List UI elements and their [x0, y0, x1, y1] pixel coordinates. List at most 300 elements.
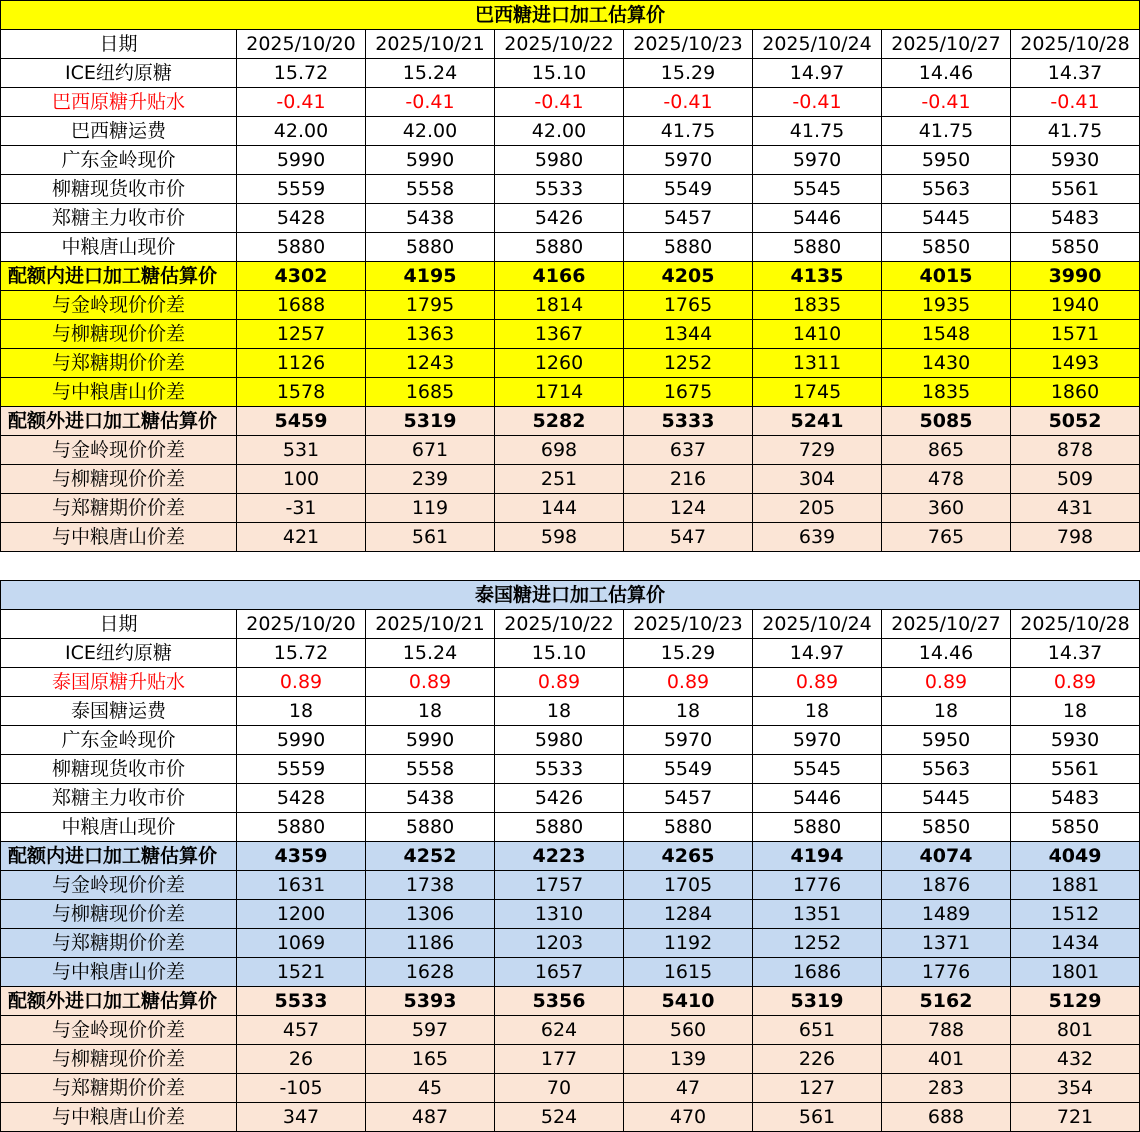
table-cell: 47 [624, 1074, 753, 1103]
table-cell: 765 [882, 523, 1011, 552]
table-cell: 205 [753, 494, 882, 523]
row-label: 泰国原糖升贴水 [1, 668, 237, 697]
table-cell: 1835 [753, 291, 882, 320]
table-cell: 721 [1011, 1103, 1140, 1132]
table-cell: 4359 [237, 842, 366, 871]
table-cell: 144 [495, 494, 624, 523]
table-cell: 1192 [624, 929, 753, 958]
table-cell: 1657 [495, 958, 624, 987]
table-cell: 42.00 [237, 117, 366, 146]
table-cell: 15.10 [495, 59, 624, 88]
table-cell: 1628 [366, 958, 495, 987]
table-cell: 1548 [882, 320, 1011, 349]
table-cell: 509 [1011, 465, 1140, 494]
table-cell: 5533 [495, 755, 624, 784]
row-label: 日期 [1, 610, 237, 639]
table-cell: 5990 [237, 146, 366, 175]
table-cell: 15.24 [366, 639, 495, 668]
table-cell: 3990 [1011, 262, 1140, 291]
table-cell: 2025/10/28 [1011, 610, 1140, 639]
table-cell: 5880 [624, 233, 753, 262]
table-cell: 2025/10/20 [237, 610, 366, 639]
table-cell: 5445 [882, 784, 1011, 813]
table-cell: 5446 [753, 204, 882, 233]
table-cell: 1186 [366, 929, 495, 958]
table-cell: 18 [495, 697, 624, 726]
table-cell: 5483 [1011, 784, 1140, 813]
table-cell: 1757 [495, 871, 624, 900]
table-cell: 14.46 [882, 59, 1011, 88]
table-cell: 5457 [624, 204, 753, 233]
table-row [1, 900, 1140, 929]
table-cell: 14.97 [753, 59, 882, 88]
row-label: 郑糖主力收市价 [1, 784, 237, 813]
table-cell: 698 [495, 436, 624, 465]
table-cell: 688 [882, 1103, 1011, 1132]
table-cell: 4166 [495, 262, 624, 291]
table-cell: 1489 [882, 900, 1011, 929]
table-cell: 561 [753, 1103, 882, 1132]
table-cell: 1351 [753, 900, 882, 929]
table-cell: 5563 [882, 175, 1011, 204]
table-cell: 15.24 [366, 59, 495, 88]
table-cell: 5990 [237, 726, 366, 755]
row-label: 配额外进口加工糖估算价 [1, 407, 237, 436]
table-cell: 5533 [495, 175, 624, 204]
table-cell: 239 [366, 465, 495, 494]
table-cell: 1430 [882, 349, 1011, 378]
table-cell: 5438 [366, 204, 495, 233]
table-cell: 5970 [624, 726, 753, 755]
table-cell: 41.75 [624, 117, 753, 146]
table-cell: 5880 [495, 813, 624, 842]
table-cell: 0.89 [624, 668, 753, 697]
table-cell: 5438 [366, 784, 495, 813]
table-title-row [1, 581, 1140, 610]
table-cell: 1344 [624, 320, 753, 349]
table-cell: 5970 [753, 726, 882, 755]
row-label: 与金岭现价价差 [1, 871, 237, 900]
table-cell: 801 [1011, 1016, 1140, 1045]
row-label: 日期 [1, 30, 237, 59]
table-cell: 5950 [882, 146, 1011, 175]
table-cell: 251 [495, 465, 624, 494]
row-label: 巴西糖运费 [1, 117, 237, 146]
table-cell: 1069 [237, 929, 366, 958]
table-cell: 5930 [1011, 146, 1140, 175]
table-cell: 2025/10/24 [753, 610, 882, 639]
table-cell: 1493 [1011, 349, 1140, 378]
table-cell: 639 [753, 523, 882, 552]
table-cell: 15.72 [237, 59, 366, 88]
table-cell: 1306 [366, 900, 495, 929]
table-cell: 4223 [495, 842, 624, 871]
table-cell: 5558 [366, 755, 495, 784]
table-cell: 2025/10/20 [237, 30, 366, 59]
table-row [1, 668, 1140, 697]
table-cell: 2025/10/23 [624, 610, 753, 639]
table-row [1, 378, 1140, 407]
table-row [1, 1074, 1140, 1103]
table-cell: 729 [753, 436, 882, 465]
table-cell: 5930 [1011, 726, 1140, 755]
table-cell: 5428 [237, 784, 366, 813]
table-cell: 1310 [495, 900, 624, 929]
table-cell: 42.00 [495, 117, 624, 146]
table-cell: 4194 [753, 842, 882, 871]
table-cell: 5950 [882, 726, 1011, 755]
row-label: 巴西原糖升贴水 [1, 88, 237, 117]
row-label: ICE纽约原糖 [1, 639, 237, 668]
table-cell: 18 [366, 697, 495, 726]
table-cell: 4302 [237, 262, 366, 291]
table-cell: 4205 [624, 262, 753, 291]
table-cell: 14.37 [1011, 59, 1140, 88]
table-cell: 1738 [366, 871, 495, 900]
row-label: 与郑糖期价价差 [1, 494, 237, 523]
table-cell: 1521 [237, 958, 366, 987]
table-cell: 177 [495, 1045, 624, 1074]
table-cell: 283 [882, 1074, 1011, 1103]
table-cell: 624 [495, 1016, 624, 1045]
table-cell: -0.41 [366, 88, 495, 117]
table-row [1, 523, 1140, 552]
table-cell: 70 [495, 1074, 624, 1103]
table-row [1, 320, 1140, 349]
table-cell: 124 [624, 494, 753, 523]
table-cell: 1200 [237, 900, 366, 929]
table-cell: 1410 [753, 320, 882, 349]
row-label: 泰国糖运费 [1, 697, 237, 726]
table-cell: 5880 [366, 813, 495, 842]
table-cell: 5446 [753, 784, 882, 813]
table-cell: 4135 [753, 262, 882, 291]
table-cell: 1940 [1011, 291, 1140, 320]
table-cell: 4195 [366, 262, 495, 291]
table-cell: 1714 [495, 378, 624, 407]
table-cell: 2025/10/21 [366, 610, 495, 639]
row-label: 与中粮唐山价差 [1, 378, 237, 407]
table-cell: 45 [366, 1074, 495, 1103]
table-cell: 0.89 [237, 668, 366, 697]
table-cell: 1512 [1011, 900, 1140, 929]
table-cell: 354 [1011, 1074, 1140, 1103]
table-row [1, 291, 1140, 320]
table-cell: 14.46 [882, 639, 1011, 668]
table-cell: 15.10 [495, 639, 624, 668]
table-cell: 5850 [1011, 813, 1140, 842]
table-cell: 5970 [624, 146, 753, 175]
table-row [1, 813, 1140, 842]
row-label: 配额外进口加工糖估算价 [1, 987, 237, 1016]
table-cell: 41.75 [753, 117, 882, 146]
table-cell: 560 [624, 1016, 753, 1045]
table-cell: 5880 [366, 233, 495, 262]
table-row [1, 1103, 1140, 1132]
table-cell: 1363 [366, 320, 495, 349]
row-label: 与中粮唐山价差 [1, 1103, 237, 1132]
table-cell: 18 [624, 697, 753, 726]
table-cell: 15.72 [237, 639, 366, 668]
table-row [1, 871, 1140, 900]
table-cell: 5980 [495, 726, 624, 755]
table-cell: 165 [366, 1045, 495, 1074]
table-row [1, 929, 1140, 958]
table-cell: 5356 [495, 987, 624, 1016]
table-cell: 1367 [495, 320, 624, 349]
table-cell: 432 [1011, 1045, 1140, 1074]
table-cell: 18 [753, 697, 882, 726]
table-cell: 1631 [237, 871, 366, 900]
table-cell: 5561 [1011, 755, 1140, 784]
table-cell: 531 [237, 436, 366, 465]
table-cell: 5428 [237, 204, 366, 233]
table-gap [0, 551, 1139, 580]
table-cell: 4074 [882, 842, 1011, 871]
table-cell: 0.89 [753, 668, 882, 697]
table-row [1, 784, 1140, 813]
row-label: 配额内进口加工糖估算价 [1, 262, 237, 291]
table-title-row [1, 1, 1140, 30]
table-cell: 2025/10/22 [495, 610, 624, 639]
table-cell: 304 [753, 465, 882, 494]
table-cell: 5533 [237, 987, 366, 1016]
row-label: 中粮唐山现价 [1, 813, 237, 842]
table-cell: 216 [624, 465, 753, 494]
table-cell: 1284 [624, 900, 753, 929]
table-row [1, 465, 1140, 494]
table-row [1, 117, 1140, 146]
table-cell: 5459 [237, 407, 366, 436]
table-cell: 15.29 [624, 639, 753, 668]
row-label: 柳糖现货收市价 [1, 175, 237, 204]
table-cell: 1814 [495, 291, 624, 320]
table-cell: 1126 [237, 349, 366, 378]
table-cell: 1311 [753, 349, 882, 378]
table-cell: 1795 [366, 291, 495, 320]
table-cell: 5426 [495, 204, 624, 233]
table-cell: 1881 [1011, 871, 1140, 900]
table-cell: 347 [237, 1103, 366, 1132]
table-cell: 5990 [366, 726, 495, 755]
table-cell: 0.89 [495, 668, 624, 697]
table-cell: 5850 [1011, 233, 1140, 262]
table-row [1, 755, 1140, 784]
table-row [1, 1045, 1140, 1074]
table-cell: 671 [366, 436, 495, 465]
table-cell: 5410 [624, 987, 753, 1016]
row-label: 郑糖主力收市价 [1, 204, 237, 233]
table-cell: 5282 [495, 407, 624, 436]
table-row [1, 494, 1140, 523]
table-row [1, 1016, 1140, 1045]
table-cell: 5880 [624, 813, 753, 842]
table-cell: 1257 [237, 320, 366, 349]
table-cell: -0.41 [882, 88, 1011, 117]
table-cell: 1835 [882, 378, 1011, 407]
table-cell: 2025/10/27 [882, 610, 1011, 639]
table-row [1, 407, 1140, 436]
table-cell: 5319 [366, 407, 495, 436]
table-row [1, 88, 1140, 117]
table-cell: 4049 [1011, 842, 1140, 871]
table-cell: 5549 [624, 175, 753, 204]
table-cell: 431 [1011, 494, 1140, 523]
table-cell: 2025/10/28 [1011, 30, 1140, 59]
table-cell: 5162 [882, 987, 1011, 1016]
table-cell: 547 [624, 523, 753, 552]
table-cell: 788 [882, 1016, 1011, 1045]
table-cell: -0.41 [753, 88, 882, 117]
row-label: 与金岭现价价差 [1, 1016, 237, 1045]
table-cell: 5241 [753, 407, 882, 436]
table-cell: 1252 [753, 929, 882, 958]
table-cell: 1705 [624, 871, 753, 900]
table-row [1, 697, 1140, 726]
table-cell: 5052 [1011, 407, 1140, 436]
table-cell: 15.29 [624, 59, 753, 88]
table-cell: 1801 [1011, 958, 1140, 987]
table-cell: 5970 [753, 146, 882, 175]
table-cell: 5483 [1011, 204, 1140, 233]
row-label: 与柳糖现价价差 [1, 320, 237, 349]
table-row [1, 233, 1140, 262]
table-cell: 42.00 [366, 117, 495, 146]
row-label: 广东金岭现价 [1, 146, 237, 175]
table-cell: 0.89 [882, 668, 1011, 697]
brazil-sugar-table [0, 0, 1140, 552]
table-row [1, 610, 1140, 639]
table-cell: 5085 [882, 407, 1011, 436]
thai-sugar-table [0, 580, 1140, 1132]
table-cell: 1688 [237, 291, 366, 320]
table-cell: 4252 [366, 842, 495, 871]
table-cell: 637 [624, 436, 753, 465]
row-label: 与中粮唐山价差 [1, 523, 237, 552]
row-label: 与金岭现价价差 [1, 436, 237, 465]
table-cell: 798 [1011, 523, 1140, 552]
table-cell: 5563 [882, 755, 1011, 784]
row-label: ICE纽约原糖 [1, 59, 237, 88]
table-cell: -0.41 [624, 88, 753, 117]
table-cell: 1371 [882, 929, 1011, 958]
row-label: 与中粮唐山价差 [1, 958, 237, 987]
table-cell: 1935 [882, 291, 1011, 320]
table-row [1, 958, 1140, 987]
table-cell: 5457 [624, 784, 753, 813]
row-label: 中粮唐山现价 [1, 233, 237, 262]
table-cell: 5990 [366, 146, 495, 175]
table-title: 泰国糖进口加工估算价 [1, 581, 1140, 610]
table-cell: 5850 [882, 813, 1011, 842]
table-row [1, 436, 1140, 465]
table-cell: -0.41 [237, 88, 366, 117]
row-label: 与郑糖期价价差 [1, 1074, 237, 1103]
table-cell: 2025/10/27 [882, 30, 1011, 59]
table-cell: 421 [237, 523, 366, 552]
table-cell: 597 [366, 1016, 495, 1045]
row-label: 与郑糖期价价差 [1, 349, 237, 378]
table-cell: 1260 [495, 349, 624, 378]
table-cell: 26 [237, 1045, 366, 1074]
table-title: 巴西糖进口加工估算价 [1, 1, 1140, 30]
table-row [1, 146, 1140, 175]
table-cell: 5561 [1011, 175, 1140, 204]
table-cell: 598 [495, 523, 624, 552]
table-cell: 100 [237, 465, 366, 494]
row-label: 与金岭现价价差 [1, 291, 237, 320]
table-row [1, 349, 1140, 378]
table-cell: 4265 [624, 842, 753, 871]
table-cell: -31 [237, 494, 366, 523]
table-cell: 401 [882, 1045, 1011, 1074]
table-cell: 5880 [495, 233, 624, 262]
table-cell: 5393 [366, 987, 495, 1016]
table-cell: 18 [237, 697, 366, 726]
table-cell: 127 [753, 1074, 882, 1103]
table-cell: 1776 [753, 871, 882, 900]
table-cell: 0.89 [366, 668, 495, 697]
row-label: 与郑糖期价价差 [1, 929, 237, 958]
table-cell: 1243 [366, 349, 495, 378]
table-cell: 5549 [624, 755, 753, 784]
table-cell: 457 [237, 1016, 366, 1045]
table-cell: 1765 [624, 291, 753, 320]
table-cell: 5880 [237, 813, 366, 842]
table-cell: 5880 [753, 233, 882, 262]
table-cell: 0.89 [1011, 668, 1140, 697]
table-cell: 561 [366, 523, 495, 552]
table-cell: 1686 [753, 958, 882, 987]
table-cell: 1252 [624, 349, 753, 378]
table-cell: 5426 [495, 784, 624, 813]
table-cell: 18 [882, 697, 1011, 726]
table-row [1, 175, 1140, 204]
table-row [1, 726, 1140, 755]
table-cell: 1578 [237, 378, 366, 407]
table-cell: 5445 [882, 204, 1011, 233]
table-row [1, 262, 1140, 291]
table-cell: 1685 [366, 378, 495, 407]
table-cell: 1434 [1011, 929, 1140, 958]
table-cell: 865 [882, 436, 1011, 465]
row-label: 配额内进口加工糖估算价 [1, 842, 237, 871]
table-cell: 5129 [1011, 987, 1140, 1016]
table-cell: 5545 [753, 175, 882, 204]
row-label: 与柳糖现价价差 [1, 465, 237, 494]
table-cell: 5319 [753, 987, 882, 1016]
table-row [1, 842, 1140, 871]
table-cell: 5545 [753, 755, 882, 784]
table-cell: 1675 [624, 378, 753, 407]
table-cell: 2025/10/23 [624, 30, 753, 59]
table-cell: 5559 [237, 755, 366, 784]
table-row [1, 204, 1140, 233]
table-cell: 878 [1011, 436, 1140, 465]
table-cell: -0.41 [1011, 88, 1140, 117]
table-cell: 524 [495, 1103, 624, 1132]
table-cell: 14.37 [1011, 639, 1140, 668]
table-cell: 360 [882, 494, 1011, 523]
table-cell: 14.97 [753, 639, 882, 668]
table-cell: 41.75 [882, 117, 1011, 146]
table-cell: 1203 [495, 929, 624, 958]
table-cell: 139 [624, 1045, 753, 1074]
table-cell: 2025/10/24 [753, 30, 882, 59]
table-cell: 5333 [624, 407, 753, 436]
table-row [1, 30, 1140, 59]
table-cell: 119 [366, 494, 495, 523]
